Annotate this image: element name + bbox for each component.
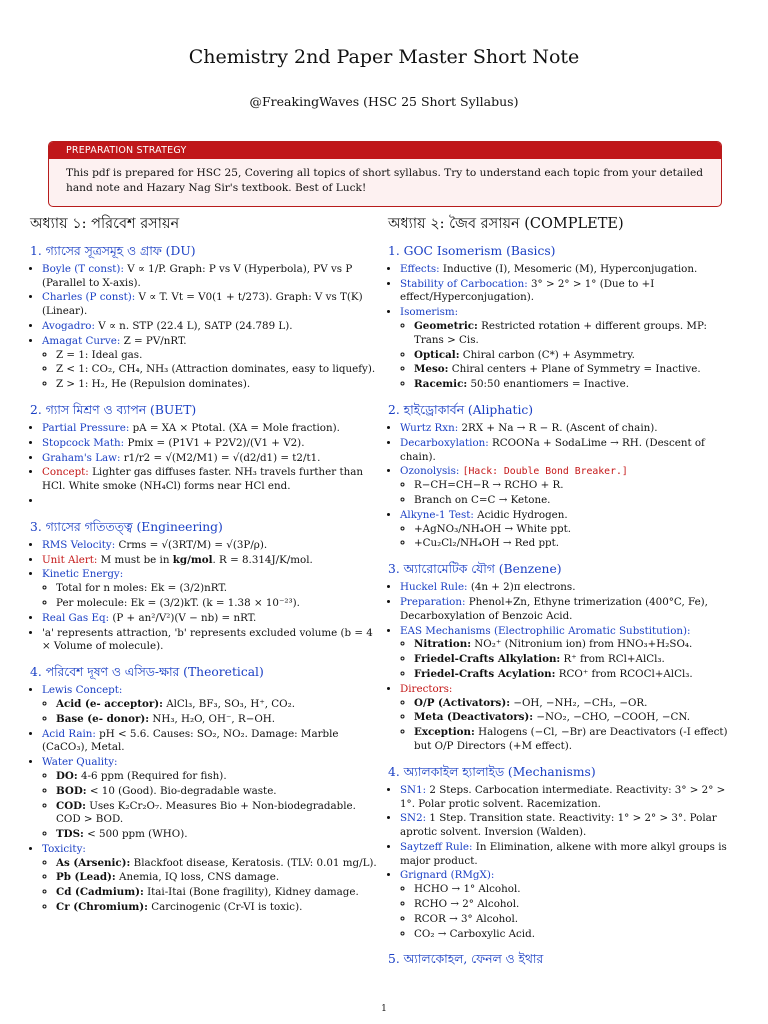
term: Isomerism: (400, 306, 459, 319)
list-item (42, 437, 382, 451)
left-column (30, 216, 382, 916)
term: DO: (56, 769, 78, 782)
list-item (414, 726, 740, 754)
list-item (42, 539, 382, 553)
item-text: In Elimination, alkene with more alkyl groups is major product. (400, 840, 727, 867)
right-column (388, 216, 740, 971)
list-item: ◦ HCHO → 1° Alcohol. (414, 883, 740, 897)
list-item (414, 653, 740, 667)
item-text-bold: kg/mol (172, 553, 213, 566)
term: RMS Velocity: (42, 538, 116, 551)
list-item (414, 668, 740, 682)
term: Meta (Deactivators): (414, 711, 534, 724)
item-text: NH₃, H₂O, OH⁻, R−OH. (152, 712, 276, 725)
list-item: ◦ Z < 1: CO₂, CH₄, NH₃ (Attraction dominates, easy to liquefy). (56, 363, 382, 377)
item-text: (4n + 2)π electrons. (470, 581, 576, 594)
item-text: Anemia, IQ loss, CNS damage. (119, 871, 280, 884)
list-item: ◦ +Cu₂Cl₂/NH₄OH → Red ppt. (414, 537, 740, 551)
item-text: −NO₂, −CHO, −COOH, −CN. (536, 711, 691, 724)
term: Geometric: (414, 319, 478, 332)
term: Cd (Cadmium): (56, 886, 144, 899)
list-item (400, 278, 740, 306)
item-text: 2 Steps. Carbocation intermediate. Reactivity: 3° > 2° > 1°. Polar protic solvent. Racemization. (400, 783, 726, 810)
list-item (414, 378, 740, 392)
term: Grignard (RMgX): (400, 869, 495, 882)
list-item (56, 828, 382, 842)
item-text: pH < 5.6. Causes: SO₂, NO₂. Damage: Marble (CaCO₃), Metal. (42, 727, 339, 754)
term: Directors: (400, 682, 453, 695)
list-item (56, 857, 382, 871)
term: Meso: (414, 363, 449, 376)
item-text: Chiral centers + Plane of Symmetry = Inactive. (451, 363, 701, 376)
item-text: M must be in (100, 553, 173, 566)
item-text: NO₂⁺ (Nitronium ion) from HNO₃+H₂SO₄. (474, 638, 693, 651)
item-text: Lighter gas diffuses faster. NH₃ travels further than HCl. White smoke (NH₄Cl) forms near HCl end. (42, 466, 364, 493)
item-text: Z = PV/nRT. (123, 334, 187, 347)
list-item (414, 697, 740, 711)
item-text: 1 Step. Transition state. Reactivity: 1° > 2° > 3°. Polar aprotic solvent. Inversion (Walden). (400, 812, 717, 839)
list-item: • 'a' represents attraction, 'b' represents excluded volume (b = 4 × Volume of molecule). (42, 627, 382, 655)
term: Pb (Lead): (56, 871, 116, 884)
list-item (400, 841, 740, 869)
sub-list (400, 638, 740, 681)
item-text: Itai-Itai (Bone fragility), Kidney damage. (147, 886, 359, 899)
section-heading: 3. অ্যারোমেটিক যৌগ (Benzene) (388, 562, 562, 577)
item-text: V ∝ n. STP (22.4 L), SATP (24.789 L). (98, 319, 293, 332)
item-text: V ∝ 1/P. Graph: P vs V (Hyperbola), PV vs P (Parallel to X-axis). (42, 262, 353, 289)
item-text: AlCl₃, BF₃, SO₃, H⁺, CO₂. (166, 697, 296, 710)
list-item (42, 568, 382, 610)
item-text: Halogens (−Cl, −Br) are Deactivators (-I effect) but O/P Directors (+M effect). (414, 726, 728, 752)
term: TDS: (56, 828, 84, 841)
item-text: 50:50 enantiomers = Inactive. (470, 378, 629, 391)
list-item (42, 728, 382, 756)
term: Toxicity: (42, 842, 86, 855)
section-list (388, 422, 740, 551)
page-title: Chemistry 2nd Paper Master Short Note (188, 46, 580, 68)
term: O/P (Activators): (414, 696, 511, 709)
item-text: V ∝ T. Vt = V0(1 + t/273). Graph: V vs T(K) (Linear). (42, 291, 363, 318)
list-item (42, 612, 382, 626)
term: As (Arsenic): (56, 856, 131, 869)
item-text: 2RX + Na → R − R. (Ascent of chain). (461, 421, 658, 434)
section-heading: 5. অ্যালকোহল, ফেনল ও ইথার (388, 952, 544, 967)
list-item: ◦ RCHO → 2° Alcohol. (414, 898, 740, 912)
sub-list (400, 479, 740, 508)
term: Friedel-Crafts Acylation: (414, 667, 556, 680)
item-text: R⁺ from RCl+AlCl₃. (563, 653, 665, 666)
item-text: Pmix = (P1V1 + P2V2)/(V1 + V2). (127, 436, 305, 449)
list-item (400, 869, 740, 941)
sub-list (42, 698, 382, 727)
term: Graham's Law: (42, 451, 121, 464)
list-item (400, 596, 740, 624)
list-item (56, 871, 382, 885)
section-list (30, 422, 382, 509)
item-text: Acidic Hydrogen. (477, 508, 568, 521)
item-text: 3° > 2° > 1° (Due to +I effect/Hyperconjugation). (400, 277, 655, 304)
list-item (42, 843, 382, 915)
list-item (400, 437, 740, 465)
list-item: ◦ Per molecule: Ek = (3/2)kT. (k = 1.38 × 10⁻²³). (56, 597, 382, 611)
item-text: Crms = √(3RT/M) = √(3P/ρ). (118, 538, 268, 551)
section-heading: 4. পরিবেশ দূষণ ও এসিড-ক্ষার (Theoretical) (30, 665, 264, 680)
item-text: Phenol+Zn, Ethyne trimerization (400°C, Fe), Decarboxylation of Benzoic Acid. (400, 595, 708, 622)
term: Saytzeff Rule: (400, 840, 473, 853)
term: Huckel Rule: (400, 581, 468, 594)
list-item (400, 784, 740, 812)
term: Racemic: (414, 378, 468, 391)
list-item (400, 625, 740, 682)
term: Base (e- donor): (56, 712, 150, 725)
list-item (42, 263, 382, 291)
item-text: Uses K₂Cr₂O₇. Measures Bio + Non-biodegradable. COD > BOD. (56, 799, 356, 826)
item-text: Inductive (I), Mesomeric (M), Hyperconjugation. (442, 262, 698, 275)
list-item (56, 770, 382, 784)
term: Kinetic Energy: (42, 568, 124, 581)
hack-note: [Hack: Double Bond Breaker.] (462, 466, 628, 478)
sub-list (42, 857, 382, 915)
sub-list (400, 697, 740, 754)
term: Stopcock Math: (42, 436, 125, 449)
list-item (400, 683, 740, 754)
item-text: r1/r2 = √(M2/M1) = √(d2/d1) = t2/t1. (123, 451, 321, 464)
strategy-text: This pdf is prepared for HSC 25, Covering all topics of short syllabus. Try to understand each topic from your detailed hand note and Hazary Nag Sir's textbook. Best of Luck! (66, 167, 704, 194)
item-text: pA = XA × Ptotal. (XA = Mole fraction). (132, 421, 340, 434)
list-item (56, 713, 382, 727)
item-text: (P + an²/V²)(V − nb) = nRT. (112, 611, 257, 624)
term: Partial Pressure: (42, 421, 130, 434)
term: Unit Alert: (42, 553, 98, 566)
term: Boyle (T const): (42, 262, 124, 275)
section-list (388, 581, 740, 754)
term: Avogadro: (42, 319, 95, 332)
term: Wurtz Rxn: (400, 421, 459, 434)
list-item: ◦ R−CH=CH−R → RCHO + R. (414, 479, 740, 493)
list-item: ◦ RCOR → 3° Alcohol. (414, 913, 740, 927)
item-text: 4-6 ppm (Required for fish). (80, 769, 227, 782)
section-list (388, 784, 740, 942)
term: Water Quality: (42, 756, 118, 769)
term: Amagat Curve: (42, 334, 121, 347)
item-text: < 500 ppm (WHO). (87, 828, 188, 841)
term: Cr (Chromium): (56, 901, 148, 914)
sub-list (42, 349, 382, 392)
sub-list (400, 320, 740, 392)
chapter-heading: অধ্যায় ২: জৈব রসায়ন (COMPLETE) (388, 216, 624, 232)
item-text: Restricted rotation + different groups. MP: Trans > Cis. (414, 319, 707, 346)
section-list (388, 263, 740, 392)
term: EAS Mechanisms (Electrophilic Aromatic Substitution): (400, 624, 691, 637)
section-heading: 1. GOC Isomerism (Basics) (388, 243, 556, 258)
list-item (414, 320, 740, 348)
list-item: ◦ Z > 1: H₂, He (Repulsion dominates). (56, 378, 382, 392)
list-item (56, 698, 382, 712)
item-text: Blackfoot disease, Keratosis. (TLV: 0.01 mg/L). (133, 856, 377, 869)
list-item (42, 291, 382, 319)
section-list (30, 684, 382, 915)
list-item (400, 422, 740, 436)
sub-list (400, 523, 740, 552)
strategy-heading: PREPARATION STRATEGY (49, 142, 721, 159)
item-text: RCOONa + SodaLime → RH. (Descent of chain). (400, 436, 705, 463)
list-item (414, 638, 740, 652)
page-number: 1 (381, 1004, 387, 1014)
item-text: . R = 8.314J/K/mol. (212, 553, 313, 566)
list-item (56, 886, 382, 900)
section-heading: 2. গ্যাস মিশ্রণ ও ব্যাপন (BUET) (30, 402, 197, 417)
term: SN1: (400, 783, 427, 796)
list-item: ◦ Branch on C=C → Ketone. (414, 494, 740, 508)
item-text: Chiral carbon (C*) + Asymmetry. (462, 348, 635, 361)
item-text: < 10 (Good). Bio-degradable waste. (89, 784, 277, 797)
list-item (414, 349, 740, 363)
list-item (400, 509, 740, 551)
list-item: ◦ Z = 1: Ideal gas. (56, 349, 382, 363)
term: Alkyne-1 Test: (400, 508, 474, 521)
term: SN2: (400, 812, 427, 825)
term: Acid Rain: (42, 727, 96, 740)
list-item: ◦ Total for n moles: Ek = (3/2)nRT. (56, 582, 382, 596)
term: Friedel-Crafts Alkylation: (414, 653, 561, 666)
list-item (42, 756, 382, 842)
sub-list (400, 883, 740, 941)
section-heading: 1. গ্যাসের সূত্রসমূহ ও গ্রাফ (DU) (30, 243, 196, 258)
term: BOD: (56, 784, 87, 797)
term: Acid (e- acceptor): (56, 697, 163, 710)
list-item: ◦ CO₂ → Carboxylic Acid. (414, 928, 740, 942)
term: Concept: (42, 466, 89, 479)
list-item (42, 684, 382, 726)
list-item (400, 263, 740, 277)
term: Decarboxylation: (400, 436, 489, 449)
list-item (400, 465, 740, 507)
term: Charles (P const): (42, 291, 136, 304)
term: Preparation: (400, 595, 466, 608)
list-item (42, 452, 382, 466)
strategy-box (48, 141, 722, 207)
section-heading: 3. গ্যাসের গতিতত্ত্ব (Engineering) (30, 519, 223, 534)
term: Nitration: (414, 638, 471, 651)
list-item (42, 422, 382, 436)
item-text: Carcinogenic (Cr-VI is toxic). (151, 901, 303, 914)
page-subtitle: @FreakingWaves (HSC 25 Short Syllabus) (249, 94, 519, 109)
list-item (414, 363, 740, 377)
list-item (56, 785, 382, 799)
section-list (30, 263, 382, 392)
sub-list (42, 770, 382, 842)
list-item (400, 581, 740, 595)
empty-list-item (42, 495, 382, 509)
list-item: ◦ +AgNO₃/NH₄OH → White ppt. (414, 523, 740, 537)
term: Exception: (414, 726, 475, 739)
list-item (56, 901, 382, 915)
list-item (400, 306, 740, 392)
term: Lewis Concept: (42, 684, 123, 697)
item-text: RCO⁺ from RCOCl+AlCl₃. (558, 667, 693, 680)
list-item (42, 554, 382, 568)
section-list (30, 539, 382, 654)
sub-list (42, 582, 382, 611)
list-item (42, 320, 382, 334)
section-heading: 2. হাইড্রোকার্বন (Aliphatic) (388, 402, 534, 417)
term: Stability of Carbocation: (400, 277, 528, 290)
term: Real Gas Eq: (42, 611, 110, 624)
section-heading: 4. অ্যালকাইল হ্যালাইড (Mechanisms) (388, 764, 596, 779)
list-item (414, 711, 740, 725)
term: COD: (56, 799, 86, 812)
term: Optical: (414, 348, 460, 361)
item-text: −OH, −NH₂, −CH₃, −OR. (513, 696, 648, 709)
chapter-heading: অধ্যায় ১: পরিবেশ রসায়ন (30, 216, 180, 232)
list-item (42, 466, 382, 494)
list-item (400, 812, 740, 840)
term: Ozonolysis: (400, 465, 460, 478)
list-item (42, 335, 382, 392)
term: Effects: (400, 262, 440, 275)
list-item (56, 800, 382, 828)
